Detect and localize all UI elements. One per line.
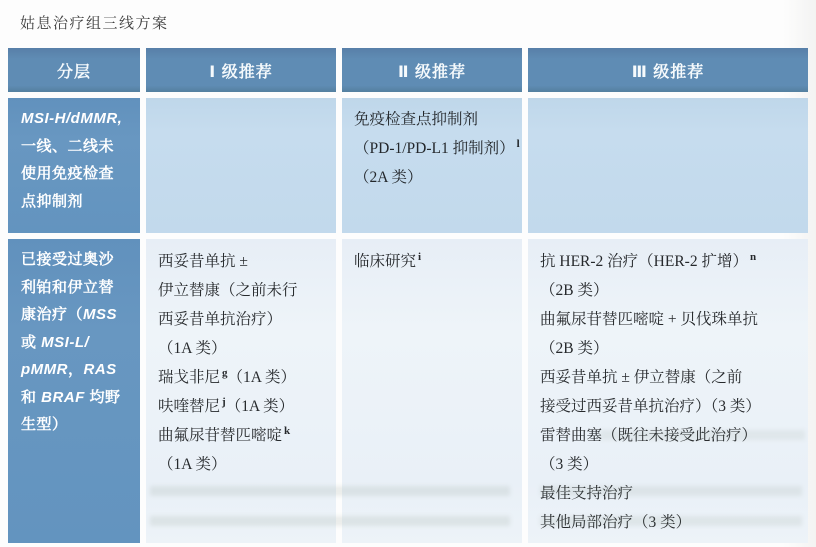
cell-row1-level3: [528, 98, 808, 233]
column-header-level1-recommendation: Ⅰ 级推荐: [146, 48, 336, 92]
cell-row2-level1: 西妥昔单抗 ± 伊立替康（之前未行 西妥昔单抗治疗） （1A 类） 瑞戈非尼 $^g$（1A 类） 呋喹替尼 $^j$（1A 类） 曲氟尿苷替匹嘧啶 $^k$ （1A 类）: [146, 239, 336, 543]
cell-row2-level2: 临床研究 $^i$: [342, 239, 522, 543]
column-header-level3-recommendation: Ⅲ 级推荐: [528, 48, 808, 92]
document-title: 姑息治疗组三线方案: [20, 16, 169, 32]
column-header-level2-recommendation: Ⅱ 级推荐: [342, 48, 522, 92]
column-header-stratification: 分层: [8, 48, 140, 92]
recommendation-table: [8, 48, 808, 543]
cell-row1-level2: 免疫检查点抑制剂 （PD-1/PD-L1 抑制剂） $^l$ （2A 类）: [342, 98, 522, 233]
cell-row2-level3: 抗 HER-2 治疗（HER-2 扩增） $^n$ （2B 类） 曲氟尿苷替匹嘧啶 + 贝伐珠单抗 （2B 类） 西妥昔单抗 ± 伊立替康（之前 接受过西妥昔单抗治疗）（3 类） 雷替曲塞（既往未接受此治疗） （3 类） 最佳支持治疗 其他局部治疗（3 类）: [528, 239, 808, 543]
cell-row1-level1: [146, 98, 336, 233]
cell-row2-stratification: 已接受过奥沙 利铂和伊立替 康治疗（MSS 或 MSI-L/ pMMR，RAS 和 BRAF 均野 生型）: [8, 239, 140, 543]
cell-row1-stratification: MSI-H/dMMR, 一线、二线未 使用免疫检查 点抑制剂: [8, 98, 140, 233]
